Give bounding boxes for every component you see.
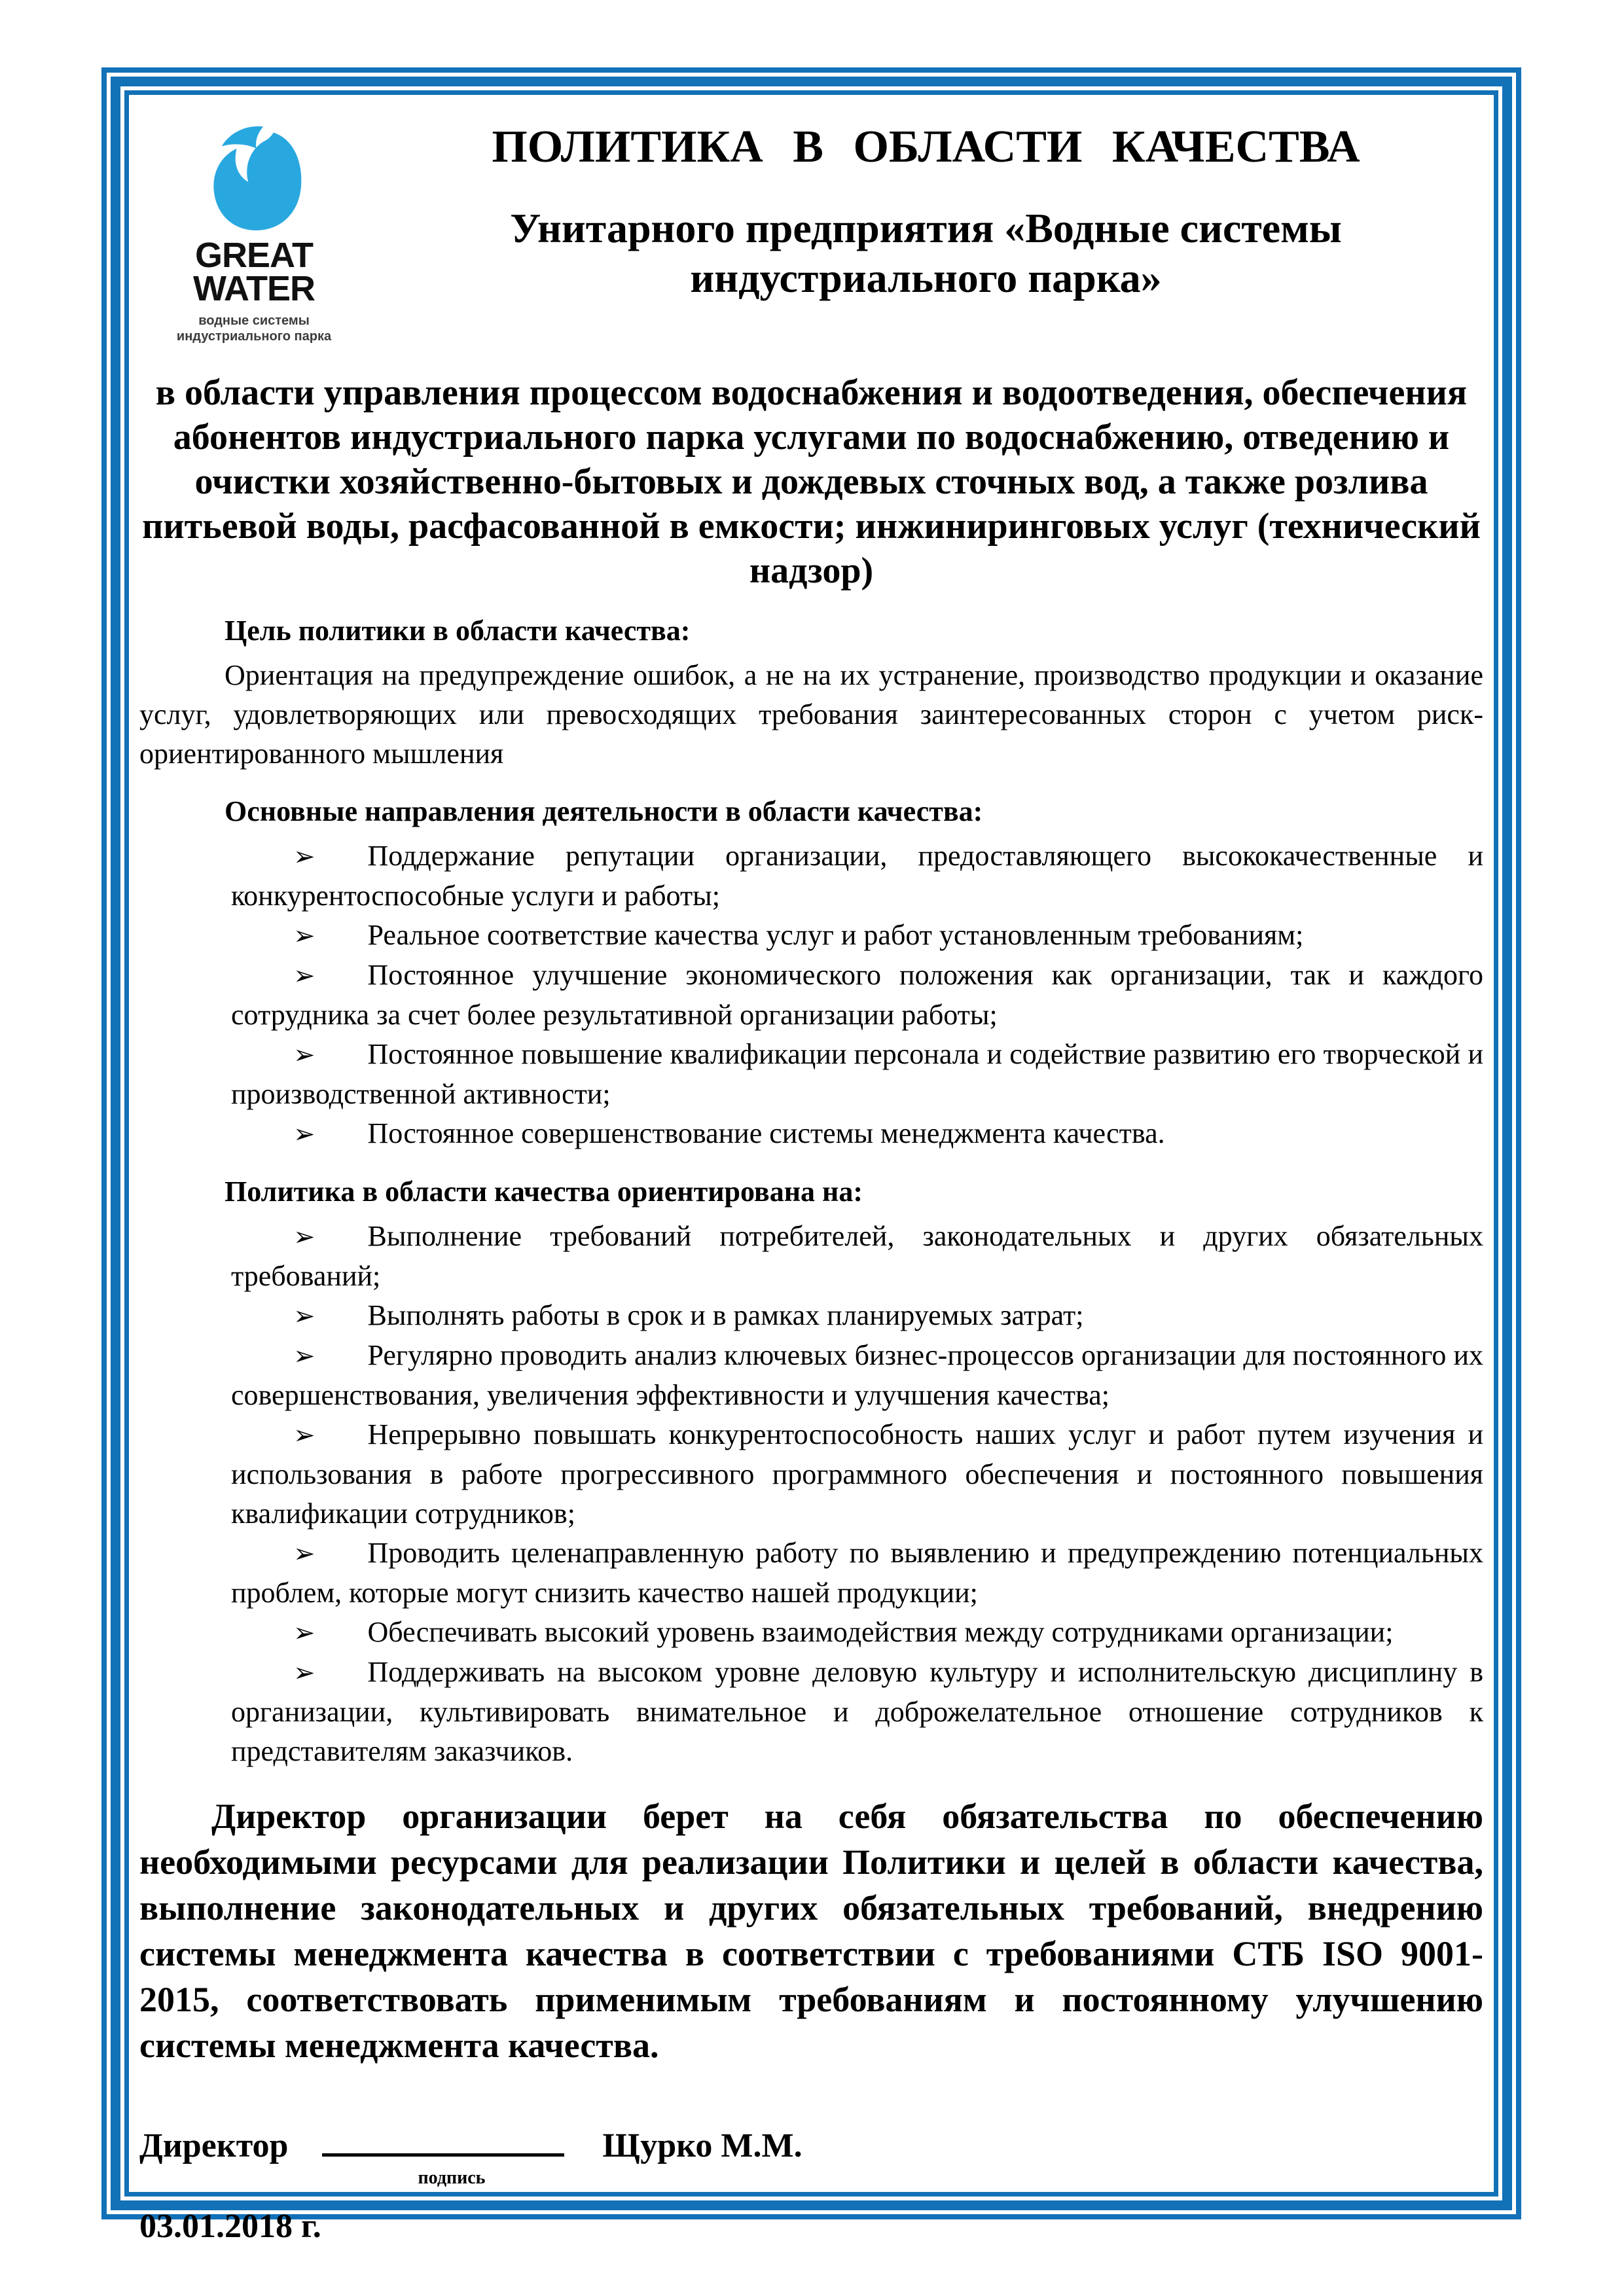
list-item-text: Непрерывно повышать конкурентоспособность наших услуг и работ путем изучения и использования в работе прогрессивного программного обеспечения и постоянного повышения квалификации сотрудников; <box>231 1418 1483 1530</box>
list-item <box>231 956 1483 1035</box>
list-item-text: Выполнять работы в срок и в рамках планируемых затрат; <box>367 1299 1084 1331</box>
document-title: ПОЛИТИКА В ОБЛАСТИ КАЧЕСТВА <box>492 122 1360 172</box>
logo-brand-line2: WATER <box>193 269 315 309</box>
list-item <box>231 1613 1483 1653</box>
director-commitment-paragraph: Директор организации берет на себя обязательства по обеспечению необходимыми ресурсами для реализации Политики и целей в области качества, выполнение законодательных и других обязательных требований, внедрению системы менеджмента качества в соответствии с требованиями СТБ ISO 9001-2015, соответствовать применимым требованиям и постоянному улучшению системы менеджмента качества. <box>139 1796 1483 2065</box>
arrow-bullet-icon: ➢ <box>293 1221 316 1252</box>
signature-line <box>322 2119 564 2157</box>
company-logo <box>139 111 369 344</box>
list-item-text: Проводить целенаправленную работу по выявлению и предупреждению потенциальных проблем, которые могут снизить качество нашей продукции; <box>231 1536 1483 1609</box>
list-item <box>231 1035 1483 1114</box>
arrow-bullet-icon: ➢ <box>293 1039 316 1070</box>
document-border-frame <box>101 67 1521 2245</box>
document-border-frame-middle <box>111 77 1512 2245</box>
list-item <box>231 836 1483 916</box>
directions-list <box>139 836 1483 1154</box>
list-item-text: Постоянное совершенствование системы менеджмента качества. <box>367 1117 1165 1149</box>
arrow-bullet-icon: ➢ <box>293 1340 316 1371</box>
list-item-text: Выполнение требований потребителей, законодательных и других обязательных требований; <box>231 1219 1483 1292</box>
arrow-bullet-icon: ➢ <box>293 920 316 951</box>
logo-caption-line1: водные системы <box>198 313 310 328</box>
list-item-text: Реальное соответствие качества услуг и работ установленным требованиям; <box>367 918 1304 951</box>
logo-brand-line1: GREAT <box>195 236 313 275</box>
title-block <box>369 111 1483 302</box>
document-header <box>139 111 1483 344</box>
arrow-bullet-icon: ➢ <box>293 1119 316 1149</box>
signature-name: Щурко М.М. <box>602 2126 803 2164</box>
signature-role-label: Директор <box>139 2126 289 2164</box>
directions-heading: Основные направления деятельности в области качества: <box>225 795 983 827</box>
logo-brand-text <box>139 236 369 309</box>
list-item-text: Обеспечивать высокий уровень взаимодействия между сотрудниками организации; <box>367 1615 1394 1648</box>
list-item <box>231 1336 1483 1415</box>
list-item <box>231 1653 1483 1771</box>
arrow-bullet-icon: ➢ <box>293 1538 316 1569</box>
arrow-bullet-icon: ➢ <box>293 1420 316 1450</box>
arrow-bullet-icon: ➢ <box>293 1617 316 1648</box>
list-item <box>231 1114 1483 1154</box>
list-item <box>231 1296 1483 1336</box>
arrow-bullet-icon: ➢ <box>293 960 316 991</box>
logo-caption-line2: индустриального парка <box>176 329 332 344</box>
goal-paragraph: Ориентация на предупреждение ошибок, а не на их устранение, производство продукции и оказание услуг, удовлетворяющих или превосходящих требования заинтересованных сторон с учетом риск-ориентированного мышления <box>139 658 1483 770</box>
scope-paragraph: в области управления процессом водоснабжения и водоотведения, обеспечения абонентов индустриального парка услугами по водоснабжению, отведению и очистки хозяйственно-бытовых и дождевых сточных вод, а также розлива питьевой воды, расфасованной в емкости; инжиниринговых услуг (технический надзор) <box>142 372 1481 591</box>
arrow-bullet-icon: ➢ <box>293 1300 316 1331</box>
document-subtitle: Унитарного предприятия «Водные системы индустриального парка» <box>510 205 1342 301</box>
signature-row <box>139 2119 1483 2165</box>
list-item-text: Постоянное повышение квалификации персонала и содействие развитию его творческой и производственной активности; <box>231 1037 1483 1110</box>
document-date: 03.01.2018 г. <box>139 2207 321 2245</box>
logo-caption <box>139 313 369 344</box>
goal-heading: Цель политики в области качества: <box>225 614 691 647</box>
list-item-text: Поддерживать на высоком уровне деловую культуру и исполнительскую дисциплину в организации, культивировать внимательное и доброжелательное отношение сотрудников к представителям заказчиков. <box>231 1655 1483 1767</box>
arrow-bullet-icon: ➢ <box>293 1657 316 1688</box>
list-item <box>231 1534 1483 1613</box>
signature-caption: подпись <box>418 2167 486 2188</box>
list-item <box>231 1217 1483 1296</box>
list-item-text: Регулярно проводить анализ ключевых бизнес-процессов организации для постоянного их совершенствования, увеличения эффективности и улучшения качества; <box>231 1338 1483 1411</box>
list-item-text: Постоянное улучшение экономического положения как организации, так и каждого сотрудника за счет более результативной организации работы; <box>231 958 1483 1031</box>
list-item <box>231 916 1483 956</box>
document-page <box>124 90 1498 2245</box>
list-item <box>231 1415 1483 1534</box>
policy-orientation-list <box>139 1217 1483 1771</box>
water-drop-logo-icon <box>202 120 306 235</box>
policy-orientation-heading: Политика в области качества ориентирована на: <box>225 1175 863 1208</box>
arrow-bullet-icon: ➢ <box>293 841 316 872</box>
list-item-text: Поддержание репутации организации, предоставляющего высококачественные и конкурентоспособные услуги и работы; <box>231 839 1483 912</box>
